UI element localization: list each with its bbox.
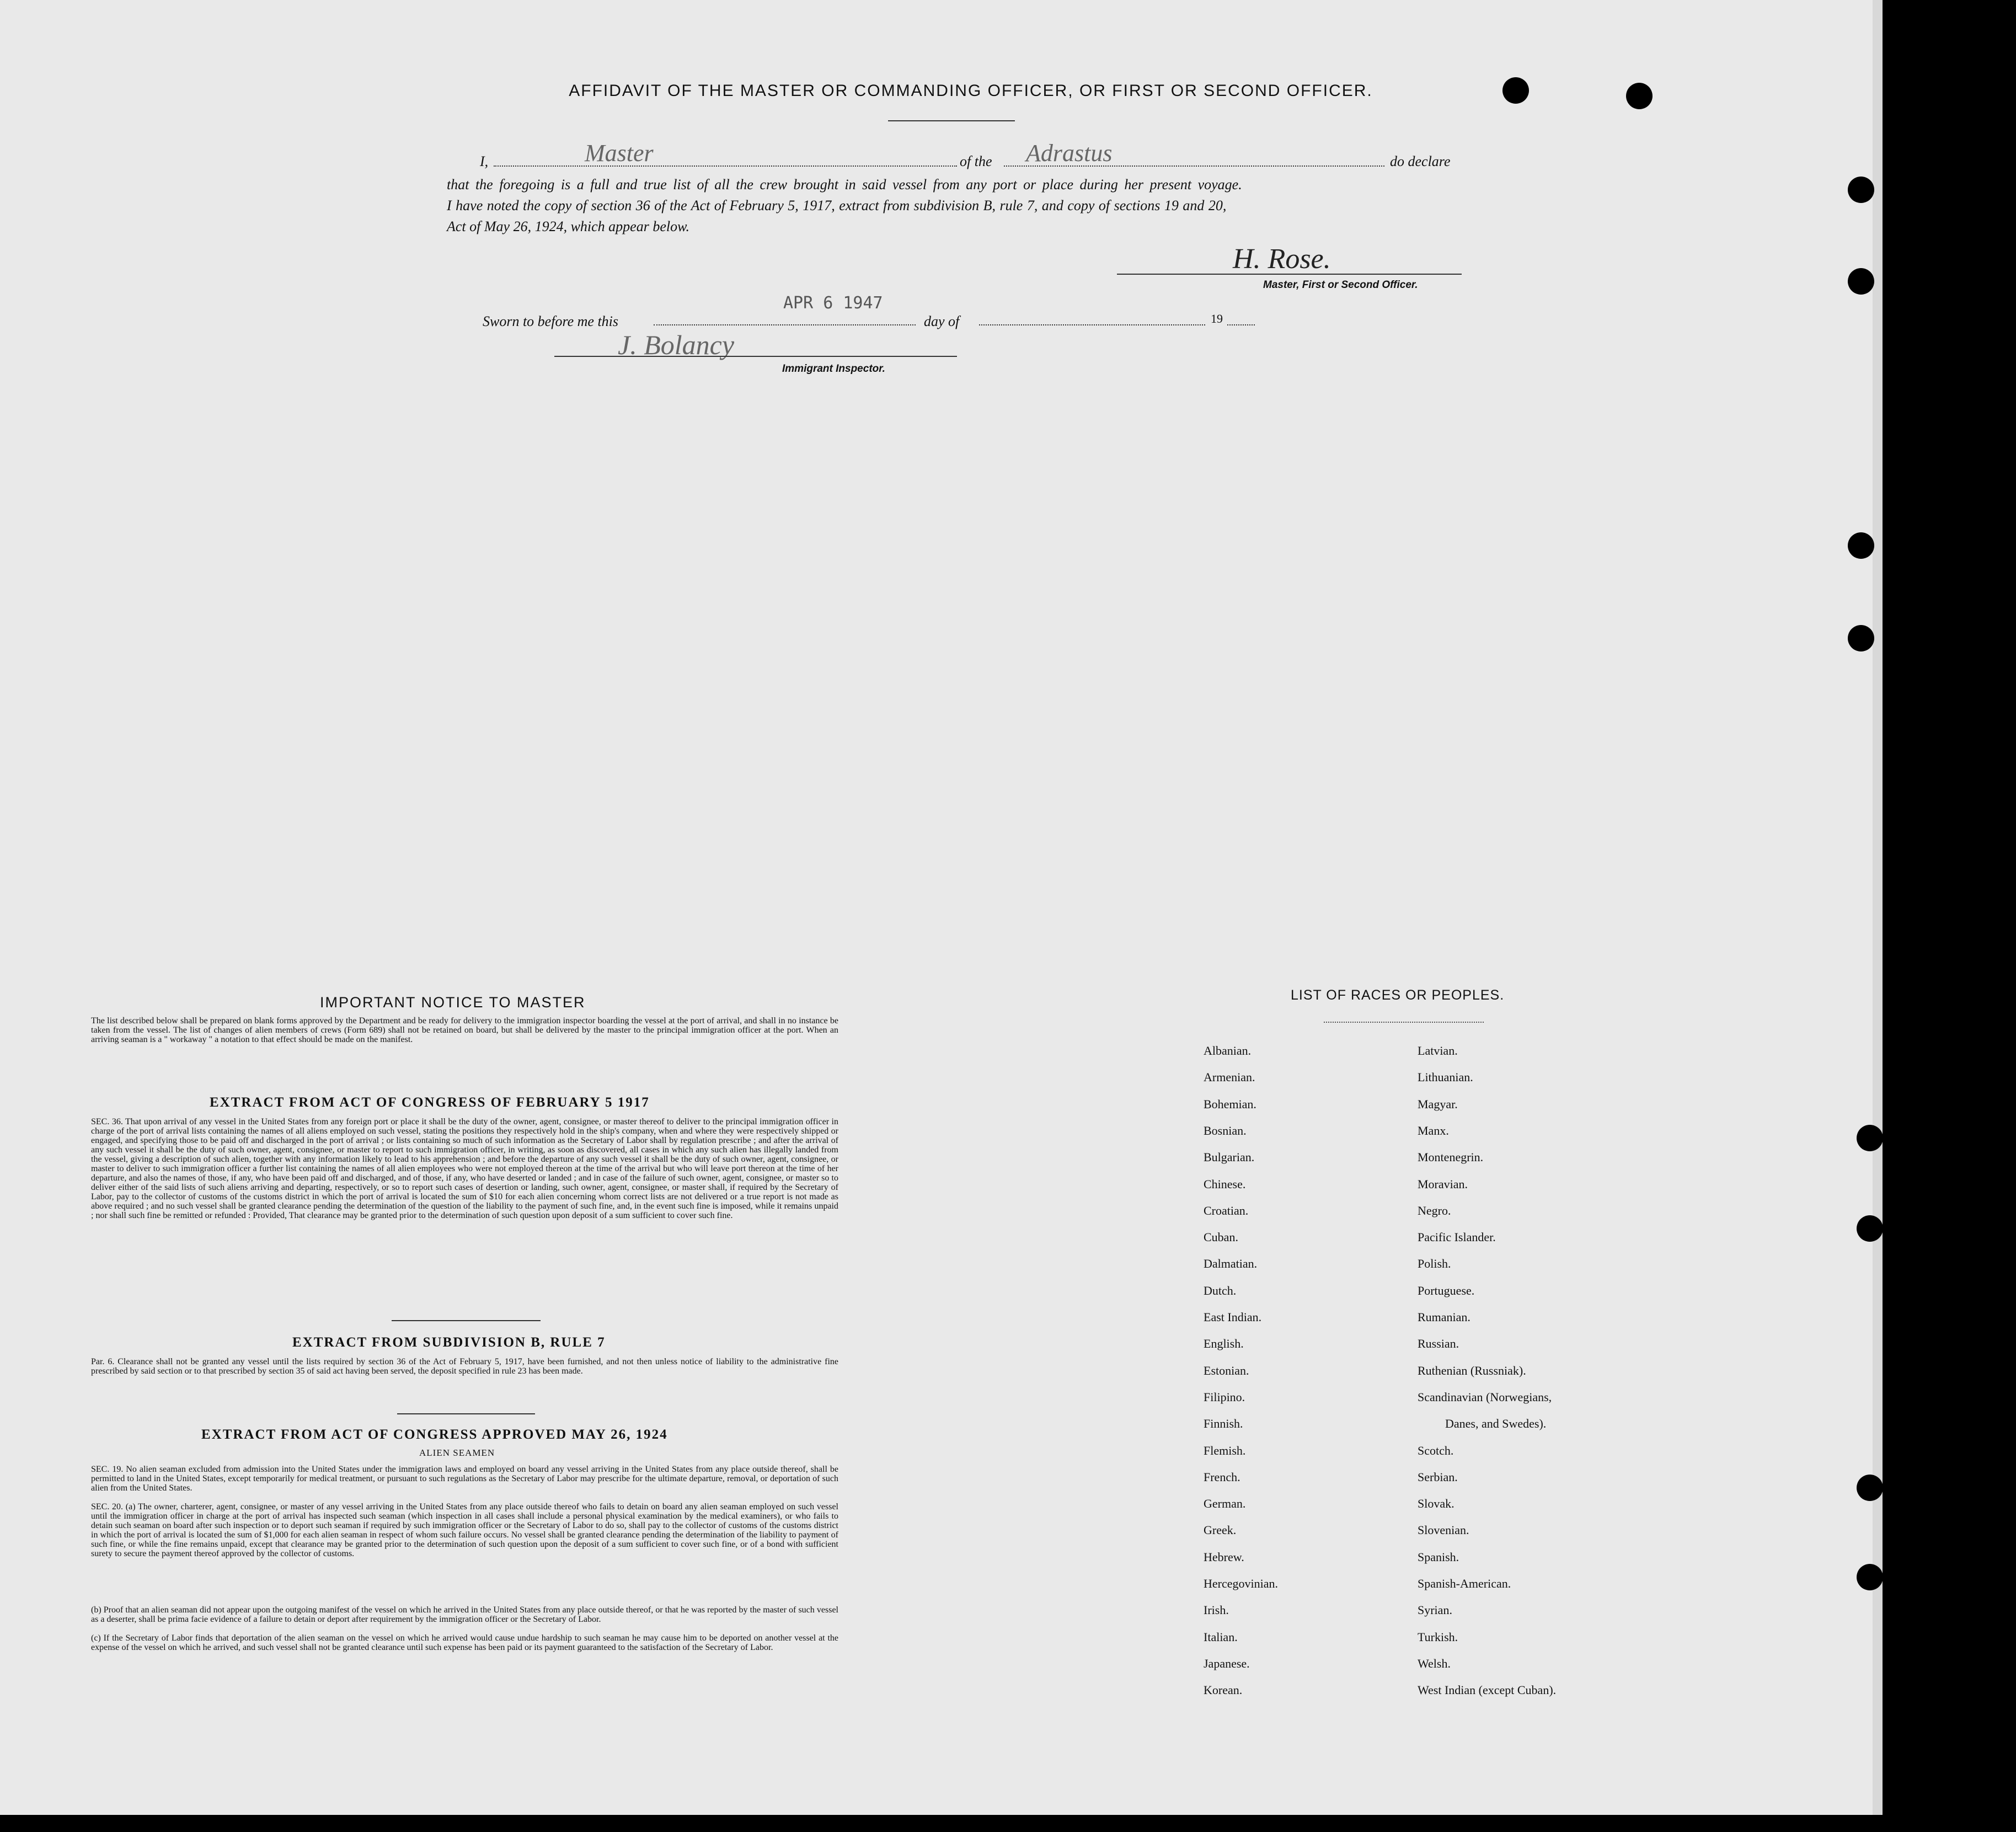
- extract-divider: [392, 1320, 541, 1321]
- race-item: Spanish.: [1418, 1550, 1459, 1564]
- affidavit-title: AFFIDAVIT OF THE MASTER OR COMMANDING OFFICER, OR FIRST OR SECOND OFFICER.: [569, 82, 1373, 100]
- race-item: Albanian.: [1204, 1044, 1252, 1057]
- race-item: Spanish-American.: [1418, 1577, 1511, 1590]
- day-of-label: day of: [924, 313, 960, 329]
- inspector-signature: J. Bolancy: [618, 329, 735, 360]
- race-item: Dutch.: [1204, 1283, 1237, 1297]
- punch-hole: [1626, 83, 1653, 109]
- page-edge: [1873, 0, 1883, 1815]
- race-item: Croatian.: [1204, 1203, 1249, 1217]
- race-item: Magyar.: [1418, 1097, 1458, 1111]
- race-item: Danes, and Swedes).: [1445, 1417, 1547, 1431]
- year-field-line: [1227, 324, 1255, 325]
- race-item: Cuban.: [1204, 1230, 1238, 1245]
- race-item: Slovenian.: [1418, 1523, 1469, 1537]
- extract-rule7-body: Par. 6. Clearance shall not be granted any vessel until the lists required by section 36 of the Act of February 5, 1917, have been furnished, and not then unless notice of liability to the administrative fine prescribed by said section or to that prescribed by section 35 of said act having been served, the deposit specified in rule 23 has been made.: [91, 1357, 838, 1376]
- punch-hole: [1848, 532, 1874, 559]
- declaration-line3: I have noted the copy of section 36 of the Act of February 5, 1917, extract from subdivision B, rule 7, and copy of sections 19 and 20,: [447, 197, 1227, 213]
- punch-hole: [1857, 1564, 1883, 1590]
- date-stamp: APR 6 1947: [783, 293, 883, 313]
- race-item: Korean.: [1204, 1683, 1243, 1697]
- punch-hole: [1857, 1125, 1883, 1151]
- extract-1924-title: EXTRACT FROM ACT OF CONGRESS APPROVED MAY 26, 1924: [201, 1427, 668, 1442]
- race-item: Welsh.: [1418, 1656, 1451, 1670]
- rank-field-line: [494, 165, 957, 167]
- punch-hole: [1848, 177, 1874, 203]
- race-item: English.: [1204, 1337, 1244, 1351]
- punch-hole: [1848, 625, 1874, 651]
- race-item: Filipino.: [1204, 1390, 1245, 1404]
- race-item: Italian.: [1204, 1630, 1238, 1644]
- notice-title: IMPORTANT NOTICE TO MASTER: [320, 994, 586, 1011]
- notice-body: The list described below shall be prepared on blank forms approved by the Department and be ready for delivery to the immigration inspector boarding the vessel at the port of arrival, and shall in no instance be taken from the vessel. The list of changes of alien members of crews (Form 689) shall not be retained on board, but shall be delivered by the master to the principal immigration officer at the port. When an arriving seaman is a " workaway " a notation to that effect should be made on the manifest.: [91, 1016, 838, 1044]
- race-item: Hercegovinian.: [1204, 1577, 1278, 1590]
- race-item: Moravian.: [1418, 1177, 1468, 1191]
- race-item: Estonian.: [1204, 1363, 1249, 1377]
- race-item: Armenian.: [1204, 1070, 1255, 1085]
- race-item: East Indian.: [1204, 1310, 1262, 1324]
- race-item: Turkish.: [1418, 1630, 1458, 1644]
- race-item: Pacific Islander.: [1418, 1230, 1496, 1245]
- race-item: Bosnian.: [1204, 1123, 1247, 1137]
- race-item: Irish.: [1204, 1603, 1229, 1617]
- sec20c-body: (c) If the Secretary of Labor finds that deportation of the alien seaman on the vessel on which he arrived would cause undue hardship to such seaman he may cause him to be deported on another vessel at the expense of the vessel on which he arrived, and such vessel shall not be granted clearance until such expense has been paid or its payment guaranteed to the satisfaction of the Secretary of Labor.: [91, 1633, 838, 1652]
- race-item: Greek.: [1204, 1523, 1237, 1537]
- sworn-label: Sworn to before me this: [483, 313, 619, 329]
- officer-signature: H. Rose.: [1233, 243, 1331, 275]
- race-item: Serbian.: [1418, 1470, 1458, 1484]
- race-item: Latvian.: [1418, 1044, 1458, 1057]
- race-item: West Indian (except Cuban).: [1418, 1683, 1557, 1697]
- race-item: French.: [1204, 1470, 1240, 1484]
- title-divider: [888, 120, 1015, 121]
- punch-hole: [1857, 1215, 1883, 1242]
- race-item: Syrian.: [1418, 1603, 1452, 1617]
- declaration-do-declare: do declare: [1390, 153, 1451, 169]
- race-item: Finnish.: [1204, 1417, 1243, 1431]
- race-item: Montenegrin.: [1418, 1150, 1484, 1165]
- inspector-signature-line: [554, 356, 957, 357]
- handwritten-rank: Master: [585, 140, 654, 167]
- race-item: Negro.: [1418, 1203, 1451, 1217]
- declaration-line1-start: I,: [480, 153, 489, 169]
- handwritten-vessel: Adrastus: [1026, 140, 1113, 167]
- race-item: Dalmatian.: [1204, 1257, 1258, 1271]
- race-item: Polish.: [1418, 1257, 1451, 1271]
- race-item: Hebrew.: [1204, 1550, 1244, 1564]
- punch-hole: [1502, 77, 1529, 104]
- sec19-body: SEC. 19. No alien seaman excluded from admission into the United States under the immigration laws and employed on board any vessel arriving in the United States from any place outside thereof, shall be permitted to land in the United States, except temporarily for medical treatment, or pursuant to such regulations as the Secretary of Labor may prescribe for the ultimate departure, removal, or deportation of such alien from the United States.: [91, 1465, 838, 1493]
- race-item: German.: [1204, 1497, 1246, 1511]
- extract-rule7-title: EXTRACT FROM SUBDIVISION B, RULE 7: [292, 1335, 606, 1350]
- punch-hole: [1848, 268, 1874, 295]
- race-item: Bohemian.: [1204, 1097, 1256, 1111]
- race-item: Ruthenian (Russniak).: [1418, 1363, 1526, 1377]
- race-item: Bulgarian.: [1204, 1150, 1255, 1165]
- race-item: Chinese.: [1204, 1177, 1246, 1191]
- race-item: Scotch.: [1418, 1443, 1454, 1457]
- sec20b-body: (b) Proof that an alien seaman did not appear upon the outgoing manifest of the vessel on which he arrived in the United States from any place outside thereof, or that he was reported by the master of such vessel as a deserter, shall be prima facie evidence of a failure to detain or deport after requirement by the immigration officer or the Secretary of Labor.: [91, 1605, 838, 1624]
- race-item: Lithuanian.: [1418, 1070, 1473, 1085]
- officer-caption: Master, First or Second Officer.: [1263, 279, 1418, 291]
- declaration-line4: Act of May 26, 1924, which appear below.: [447, 218, 690, 234]
- extract-1924-subtitle: ALIEN SEAMEN: [419, 1448, 495, 1458]
- race-item: Portuguese.: [1418, 1283, 1475, 1297]
- race-item: Japanese.: [1204, 1656, 1250, 1670]
- extract-1917-body: SEC. 36. That upon arrival of any vessel in the United States from any foreign port or place it shall be the duty of the owner, agent, consignee, or master thereof to deliver to the principal immigration officer in charge of the port of arrival lists containing the names of all aliens employed on such vessel, stating the positions they respectively hold in the ship's company, when and where they were respectively shipped or engaged, and specifying those to be paid off and discharged in the port of arrival ; or lists containing so much of such information as the Secretary of Labor shall by regulation prescribe ; and after the arrival of any such vessel it shall be the duty of such owner, agent, consignee, or master to report to such immigration officer, in writing, as soon as discovered, all cases in which any such alien has illegally landed from the vessel, giving a description of such alien, together with any information likely to lead to his apprehension ; and before the departure of any such vessel it shall be the duty of such owner, agent, consignee, or master to deliver to such immigration officer a further list containing the names of all alien employees who were not employed thereon at the time of the arrival but who will leave port thereon at the time of her departure, and also the names of those, if any, who have been paid off and discharged, and of those, if any, who have deserted or landed ; and in case of the failure of such owner, agent, consignee, or master so to deliver either of the said lists of such aliens arriving and departing, respectively, or so to report such cases of desertion or landing, such owner, agent, consignee, or master shall, if required by the Secretary of Labor, pay to the collector of customs of the customs district in which the port of arrival is located the sum of $10 for each alien concerning whom correct lists are not delivered or a true report is not made as above required ; and no such vessel shall be granted clearance pending the determination of the question of the liability to the payment of such fine, and, in the event such fine is imposed, while it remains unpaid ; nor shall such fine be remitted or refunded : Provided, That clearance may be granted prior to the determination of such question upon deposit of a sum sufficient to cover such fine.: [91, 1117, 838, 1220]
- races-divider: [1324, 1022, 1484, 1023]
- declaration-of-the: of the: [960, 153, 992, 169]
- month-field-line: [979, 324, 1205, 325]
- declaration-line2: that the foregoing is a full and true list of all the crew brought in said vessel from any port or place during her present voyage.: [447, 177, 1242, 193]
- extract-divider: [397, 1413, 535, 1414]
- race-item: Manx.: [1418, 1123, 1449, 1137]
- race-item: Russian.: [1418, 1337, 1459, 1351]
- extract-1917-title: EXTRACT FROM ACT OF CONGRESS OF FEBRUARY 5 1917: [210, 1095, 650, 1110]
- race-item: Flemish.: [1204, 1443, 1246, 1457]
- inspector-caption: Immigrant Inspector.: [782, 363, 885, 375]
- punch-hole: [1857, 1475, 1883, 1501]
- officer-signature-line: [1117, 274, 1462, 275]
- races-title: LIST OF RACES OR PEOPLES.: [1291, 987, 1505, 1003]
- race-item: Rumanian.: [1418, 1310, 1470, 1324]
- race-item: Slovak.: [1418, 1497, 1454, 1511]
- sec20a-body: SEC. 20. (a) The owner, charterer, agent, consignee, or master of any vessel arriving in the United States from any place outside thereof who fails to detain on board any alien seaman employed on such vessel until the immigration officer in charge at the port of arrival has inspected such seaman (which inspection in all cases shall include a personal physical examination by the medical examiners), or who fails to detain such seaman on board after such inspection or to deport such seaman if required by such immigration officer or the Secretary of Labor to do so, shall pay to the collector of customs of the customs district in which the port of arrival is located the sum of $1,000 for each alien seaman in respect of whom such failure occurs. No vessel shall be granted clearance pending the determination of the liability to payment of such fine, or while the fine remains unpaid, except that clearance may be granted prior to the determination of such question upon the deposit of a sum sufficient to cover such fine, or of a bond with sufficient surety to secure the payment thereof approved by the collector of customs.: [91, 1502, 838, 1558]
- race-item: Scandinavian (Norwegians,: [1418, 1390, 1552, 1404]
- sworn-date-line: [654, 324, 916, 325]
- year-label: 19: [1211, 312, 1223, 325]
